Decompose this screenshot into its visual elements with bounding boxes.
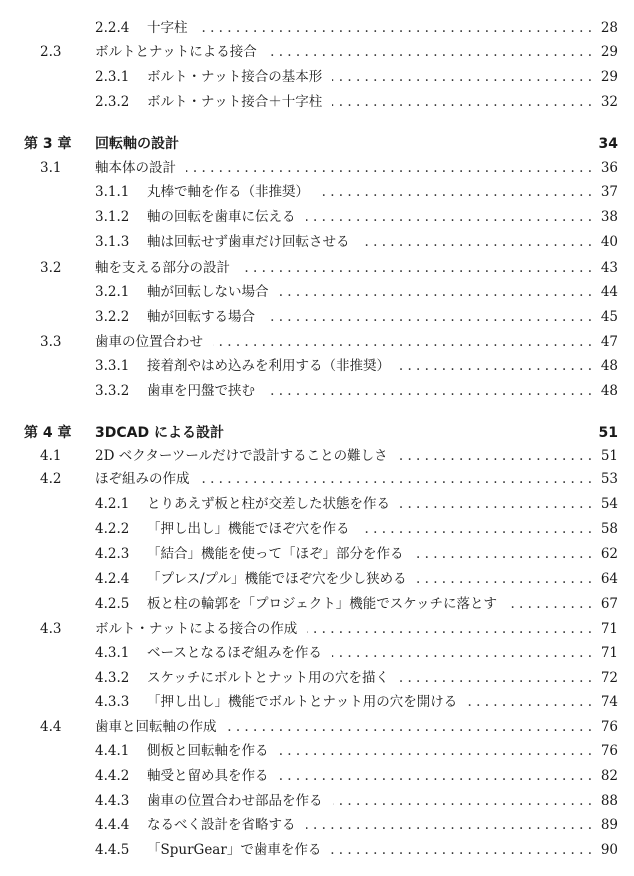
toc-leader-dots: [332, 641, 592, 665]
toc-title: 「SpurGear」で歯車を作る: [147, 842, 322, 858]
toc-subsection[interactable]: [0, 764, 634, 788]
toc-section[interactable]: [0, 715, 634, 739]
toc-number: 4.3.1: [95, 645, 130, 661]
toc-title: 丸棒で軸を作る（非推奨）: [147, 184, 309, 200]
toc-subsection[interactable]: [0, 305, 634, 329]
toc-leader-dots: [332, 90, 592, 114]
toc-subsection[interactable]: [0, 789, 634, 813]
toc-title: 「押し出し」機能でほぞ穴を作る: [147, 521, 350, 537]
toc-title: ほぞ組みの作成: [95, 471, 190, 487]
toc-leader-dots: [398, 444, 592, 468]
toc-leader-dots: [267, 40, 592, 64]
toc-leader-dots: [400, 492, 592, 516]
toc-page-number: 67: [600, 596, 618, 612]
toc-leader-dots: [265, 379, 592, 403]
toc-number: 3.1.1: [95, 184, 130, 200]
toc-chapter[interactable]: [0, 132, 634, 156]
toc-title: ボルト・ナット接合＋十字柱: [147, 94, 323, 110]
toc-subsection[interactable]: [0, 280, 634, 304]
toc-number: 4.3: [40, 621, 62, 637]
toc-title: 歯車の位置合わせ部品を作る: [147, 793, 323, 809]
toc-page-number: 32: [600, 94, 618, 110]
toc-page-number: 71: [600, 645, 618, 661]
toc-subsection[interactable]: [0, 180, 634, 204]
toc-page-number: 40: [600, 234, 618, 250]
toc-section[interactable]: [0, 467, 634, 491]
toc-page-number: 58: [600, 521, 618, 537]
toc-number: 4.3.2: [95, 670, 130, 686]
toc-title: 軸受と留め具を作る: [147, 768, 269, 784]
toc-page-number: 90: [600, 842, 618, 858]
toc-number: 4.4.4: [95, 817, 130, 833]
toc-page-number: 76: [600, 743, 618, 759]
toc-title: 軸本体の設計: [95, 160, 176, 176]
toc-title: 歯車の位置合わせ: [95, 334, 203, 350]
toc-number: 3.3.1: [95, 358, 130, 374]
toc-page-number: 47: [600, 334, 618, 350]
toc-number: 3.1: [40, 160, 62, 176]
toc-leader-dots: [360, 517, 593, 541]
toc-page-number: 51: [598, 425, 618, 441]
toc-title: 歯車を円盤で挟む: [147, 383, 255, 399]
toc-number: 3.1.2: [95, 209, 130, 225]
toc-section[interactable]: [0, 256, 634, 280]
toc-number: 4.4.5: [95, 842, 130, 858]
toc-page-number: 71: [600, 621, 618, 637]
toc-title: ボルト・ナットによる接合の作成: [95, 621, 298, 637]
toc-number: 3.1.3: [95, 234, 130, 250]
toc-title: 歯車と回転軸の作成: [95, 719, 217, 735]
toc-leader-dots: [360, 230, 593, 254]
toc-page-number: 54: [600, 496, 618, 512]
toc-title: ボルト・ナット接合の基本形: [147, 69, 323, 85]
toc-section[interactable]: [0, 617, 634, 641]
toc-number: 第 4 章: [24, 425, 72, 441]
toc-title: ベースとなるほぞ組みを作る: [147, 645, 322, 661]
toc-subsection[interactable]: [0, 354, 634, 378]
toc-leader-dots: [200, 467, 593, 491]
toc-leader-dots: [306, 205, 593, 229]
toc-page-number: 76: [600, 719, 618, 735]
toc-leader-dots: [213, 330, 592, 354]
toc-leader-dots: [414, 542, 593, 566]
toc-number: 3.3.2: [95, 383, 130, 399]
toc-leader-dots: [265, 305, 592, 329]
toc-section[interactable]: [0, 40, 634, 64]
toc-title: 軸が回転しない場合: [147, 284, 269, 300]
toc-page-number: 88: [600, 793, 618, 809]
toc-leader-dots: [400, 354, 592, 378]
toc-subsection[interactable]: [0, 379, 634, 403]
toc-title: なるべく設計を省略する: [147, 817, 296, 833]
toc-subsection[interactable]: [0, 205, 634, 229]
toc-number: 4.1: [40, 448, 62, 464]
toc-leader-dots: [333, 789, 593, 813]
toc-title: 軸の回転を歯車に伝える: [147, 209, 296, 225]
toc-page-number: 45: [600, 309, 618, 325]
toc-title: 回転軸の設計: [95, 136, 179, 152]
toc-subsection[interactable]: [0, 838, 634, 862]
toc-subsection[interactable]: [0, 690, 634, 714]
toc-leader-dots: [319, 180, 592, 204]
toc-leader-dots: [279, 280, 593, 304]
toc-page-number: 43: [600, 260, 618, 276]
toc-page-number: 34: [598, 136, 618, 152]
toc-leader-dots: [417, 567, 592, 591]
toc-number: 4.4: [40, 719, 62, 735]
toc-leader-dots: [240, 256, 592, 280]
toc-title: 「結合」機能を使って「ほぞ」部分を作る: [147, 546, 404, 562]
toc-page-number: 29: [600, 44, 618, 60]
toc-section[interactable]: [0, 444, 634, 468]
toc-leader-dots: [306, 813, 593, 837]
toc-subsection[interactable]: [0, 813, 634, 837]
toc-leader-dots: [507, 592, 592, 616]
toc-number: 4.2.1: [95, 496, 130, 512]
toc-title: 「押し出し」機能でボルトとナット用の穴を開ける: [147, 694, 458, 710]
toc-page-number: 36: [600, 160, 618, 176]
toc-subsection[interactable]: [0, 492, 634, 516]
toc-number: 4.2.4: [95, 571, 130, 587]
toc-leader-dots: [331, 838, 592, 862]
toc-page-number: 48: [600, 383, 618, 399]
toc-page-number: 64: [600, 571, 618, 587]
toc-leader-dots: [227, 715, 593, 739]
toc-page-number: 62: [600, 546, 618, 562]
toc-title: 3DCAD による設計: [95, 425, 224, 441]
toc-number: 2.3.1: [95, 69, 130, 85]
toc-number: 4.4.1: [95, 743, 130, 759]
toc-subsection[interactable]: [0, 16, 634, 40]
toc-page-number: 28: [600, 20, 618, 36]
toc-title: 十字柱: [147, 20, 188, 36]
toc-page-number: 51: [600, 448, 618, 464]
toc-leader-dots: [332, 65, 592, 89]
toc-number: 3.2: [40, 260, 62, 276]
toc-number: 第 3 章: [24, 136, 72, 152]
toc-number: 2.3.2: [95, 94, 130, 110]
toc-leader-dots: [467, 690, 592, 714]
toc-title: 「プレス/プル」機能でほぞ穴を少し狭める: [147, 571, 407, 587]
toc-page-number: 74: [600, 694, 618, 710]
toc-leader-dots: [279, 764, 593, 788]
toc-title: 板と柱の輪郭を「プロジェクト」機能でスケッチに落とす: [147, 596, 498, 612]
toc-number: 3.3: [40, 334, 62, 350]
toc-subsection[interactable]: [0, 230, 634, 254]
toc-page-number: 37: [600, 184, 618, 200]
toc-page-number: 72: [600, 670, 618, 686]
toc-page-number: 48: [600, 358, 618, 374]
toc-title: とりあえず板と柱が交差した状態を作る: [147, 496, 390, 512]
toc-title: 接着剤やはめ込みを利用する（非推奨）: [147, 358, 390, 374]
toc-section[interactable]: [0, 156, 634, 180]
toc-page-number: 44: [600, 284, 618, 300]
toc-page-number: 29: [600, 69, 618, 85]
toc-subsection[interactable]: [0, 90, 634, 114]
toc-title: 軸は回転せず歯車だけ回転させる: [147, 234, 350, 250]
toc-section[interactable]: [0, 330, 634, 354]
toc-page-number: 82: [600, 768, 618, 784]
toc-title: スケッチにボルトとナット用の穴を描く: [147, 670, 390, 686]
toc-leader-dots: [399, 666, 592, 690]
toc-subsection[interactable]: [0, 65, 634, 89]
toc-number: 4.2.2: [95, 521, 130, 537]
toc-subsection[interactable]: [0, 666, 634, 690]
toc-number: 4.2: [40, 471, 62, 487]
toc-subsection[interactable]: [0, 592, 634, 616]
toc-number: 4.4.2: [95, 768, 130, 784]
toc-page-number: 38: [600, 209, 618, 225]
toc-leader-dots: [198, 16, 593, 40]
toc-subsection[interactable]: [0, 542, 634, 566]
toc-title: 2D ベクターツールだけで設計することの難しさ: [95, 448, 388, 464]
toc-title: ボルトとナットによる接合: [95, 44, 257, 60]
toc-number: 4.2.5: [95, 596, 130, 612]
toc-title: 側板と回転軸を作る: [147, 743, 269, 759]
toc-subsection[interactable]: [0, 567, 634, 591]
toc-page-number: 53: [600, 471, 618, 487]
toc-number: 4.4.3: [95, 793, 130, 809]
toc-page-number: 89: [600, 817, 618, 833]
toc-number: 4.3.3: [95, 694, 130, 710]
toc-leader-dots: [279, 739, 593, 763]
toc-title: 軸を支える部分の設計: [95, 260, 230, 276]
toc-title: 軸が回転する場合: [147, 309, 255, 325]
toc-subsection[interactable]: [0, 641, 634, 665]
toc-number: 4.2.3: [95, 546, 130, 562]
toc-number: 2.3: [40, 44, 62, 60]
toc-number: 3.2.2: [95, 309, 130, 325]
toc-number: 3.2.1: [95, 284, 130, 300]
toc-chapter[interactable]: [0, 421, 634, 445]
toc-number: 2.2.4: [95, 20, 130, 36]
toc-subsection[interactable]: [0, 739, 634, 763]
toc-subsection[interactable]: [0, 517, 634, 541]
toc-leader-dots: [307, 617, 592, 641]
toc-leader-dots: [186, 156, 592, 180]
